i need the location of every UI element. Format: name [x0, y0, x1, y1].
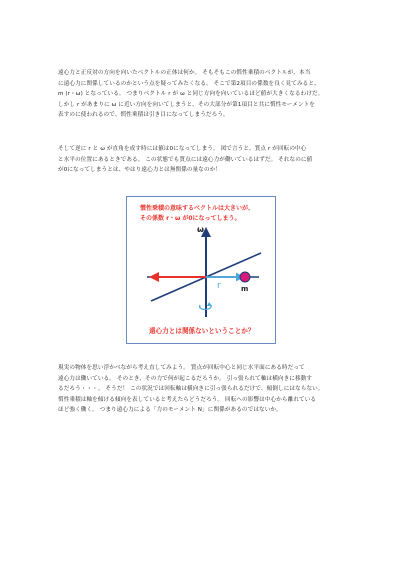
- paragraph-3: [58, 363, 358, 416]
- paragraph-1: [58, 68, 358, 121]
- rotation-arrowhead-icon: [207, 302, 212, 306]
- paragraph-1-line: しかし r があまりに ω に近い方向を向いてしまうと、その大部分が第1項目と共に慣性モーメントを: [58, 101, 315, 108]
- paragraph-3-line: 遠心力は働いている。 そのとき、その力で何が起こるだろうか。 引っ張られて軸は横向きに移動す: [58, 375, 313, 382]
- paragraph-2: [58, 144, 358, 176]
- figure-caption-bottom: 遠心力とは関係ないということか？: [149, 327, 255, 335]
- paragraph-1-line: 遠心力と正反対の方向を向いたベクトルの正体は何か。 そもそもこの慣性乗積のベクトルが、本当: [58, 70, 311, 76]
- figure-caption-top-2: その係数 r・ω が0になってしまう。: [140, 215, 241, 222]
- mass-label: m: [241, 285, 249, 293]
- paragraph-3-line: ほど強く働く。 つまり遠心力による「力のモーメント N」に関係があるのではないか。: [58, 407, 282, 414]
- paragraph-3-line: 慣性乗積は軸を傾ける傾向を表していると考えたらどうだろう。 回転への影響は中心から離れている: [58, 396, 317, 403]
- paragraph-3-line: るだろう・・・。 そうだ！ この状況では回転軸は横向きに引っ張られるだけで、傾倒しにはならない。: [58, 386, 324, 393]
- mass-point: [240, 272, 250, 282]
- figure-caption-top-1: 慣性乗積の意味するベクトルは大きいが、: [140, 205, 255, 212]
- paragraph-3-line: 現実の物体を思い浮かべながら考え直してみよう。 質点が回転中心と同じ水平面にある時だって: [58, 365, 305, 371]
- paragraph-2-line: と水平の位置にあるときである。 この状態でも質点には遠心力が働いているはずだ。 それなのに値: [58, 156, 313, 163]
- omega-label: ω: [197, 225, 204, 234]
- r-label: r: [217, 281, 221, 291]
- diagram-figure: [126, 196, 276, 344]
- paragraph-2-line: が0になってしまうとは、やはり遠心力とは無関係の量なのか！: [58, 167, 222, 174]
- paragraph-1-line: m (r・ω) となっている。 つまりベクトル r が ω と同じ方向を向いているほど値が大きくなるわけだ。: [58, 91, 324, 98]
- paragraph-1-line: に遠心力に関係しているのかという点を疑ってみたくなる。 そこで第2項目の係数を良く見てみると、: [58, 80, 320, 87]
- paragraph-2-line: そして逆に r と ω が直角を成す時には値は0になってしまう。 図で言うと、質点 r が回転の中心: [58, 146, 307, 152]
- paragraph-1-line: 表すのに使われるので、慣性乗積は引き目になってしまうだろう。: [58, 112, 229, 119]
